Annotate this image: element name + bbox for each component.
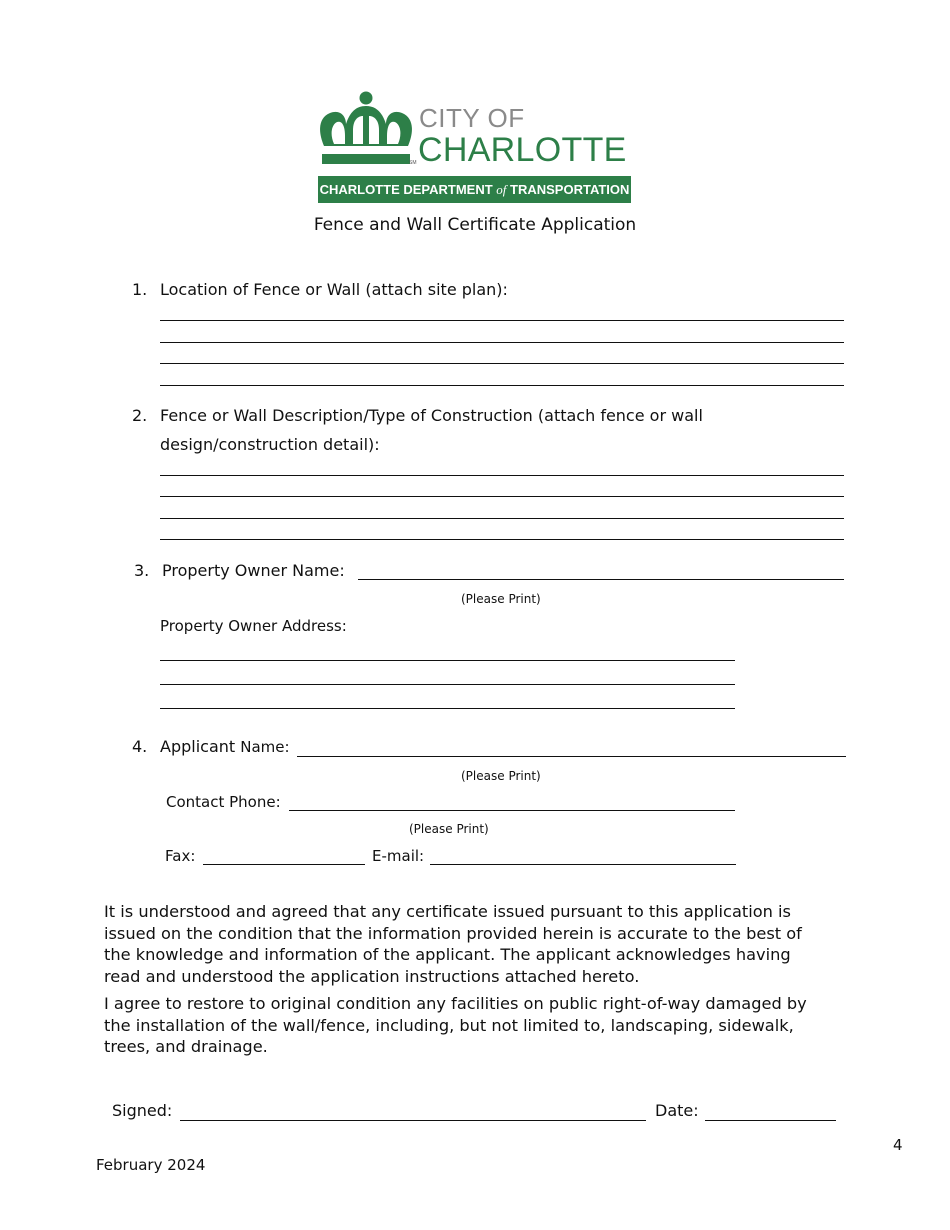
location-line-1[interactable] [160,320,844,321]
banner-text-pre: CHARLOTTE DEPARTMENT [319,182,497,197]
owner-name-field[interactable] [358,579,844,580]
signed-label: Signed: [112,1101,173,1120]
banner-text-post: TRANSPORTATION [506,182,630,197]
owner-address-line-1[interactable] [160,660,735,661]
applicant-name-label [160,737,290,757]
location-line-3[interactable] [160,363,844,364]
crown-icon [316,88,416,170]
page-number: 4 [893,1136,903,1154]
item4-number: 4. [132,737,148,756]
owner-address-label: Property Owner Address: [160,617,347,635]
footer-date: February 2024 [96,1156,206,1174]
applicant-name-please-print: (Please Print) [461,769,541,783]
applicant-label-b: Name: [240,738,290,756]
applicant-name-field[interactable] [297,756,846,757]
description-line-4[interactable] [160,539,844,540]
owner-address-line-2[interactable] [160,684,735,685]
logo-sm-mark: SM [409,160,417,166]
email-label: E-mail: [372,847,425,865]
date-field[interactable] [705,1120,836,1121]
item2-label-line1: Fence or Wall Description/Type of Construction (attach fence or wall [160,406,703,425]
item1-number: 1. [132,280,148,299]
description-line-1[interactable] [160,475,844,476]
restoration-paragraph: I agree to restore to original condition any facilities on public right-of-way damaged by the installation of the wall/fence, including, but not limited to, landscaping, sidewalk, trees, and drainage. [104,994,807,1056]
banner-text-of: of [496,182,507,197]
contact-phone-please-print: (Please Print) [409,822,489,836]
agreement-paragraph: It is understood and agreed that any certificate issued pursuant to this application is issued on the condition that the information provided herein is accurate to the best of the knowledge and information of the applicant. The applicant acknowledges having read and understood the application instructions attached hereto. [104,902,802,986]
department-banner [318,176,631,203]
logo-city-of: CITY OF [419,103,525,133]
fax-label: Fax: [165,847,196,865]
owner-name-please-print: (Please Print) [461,592,541,606]
page-title: Fence and Wall Certificate Application [313,215,637,235]
item2-label-line2: design/construction detail): [160,435,380,454]
description-line-3[interactable] [160,518,844,519]
owner-address-line-3[interactable] [160,708,735,709]
fax-field[interactable] [203,864,365,865]
contact-phone-label: Contact Phone: [166,793,281,811]
item1-label: Location of Fence or Wall (attach site plan): [160,280,508,299]
applicant-label-a: Applicant [160,737,241,756]
email-field[interactable] [430,864,736,865]
signature-field[interactable] [180,1120,646,1121]
location-line-2[interactable] [160,342,844,343]
item3-number: 3. [134,561,150,580]
date-label: Date: [655,1101,699,1120]
contact-phone-field[interactable] [289,810,735,811]
owner-name-label: Property Owner Name: [162,561,345,580]
logo-charlotte: CHARLOTTE [418,131,627,169]
location-line-4[interactable] [160,385,844,386]
item2-number: 2. [132,406,148,425]
description-line-2[interactable] [160,496,844,497]
